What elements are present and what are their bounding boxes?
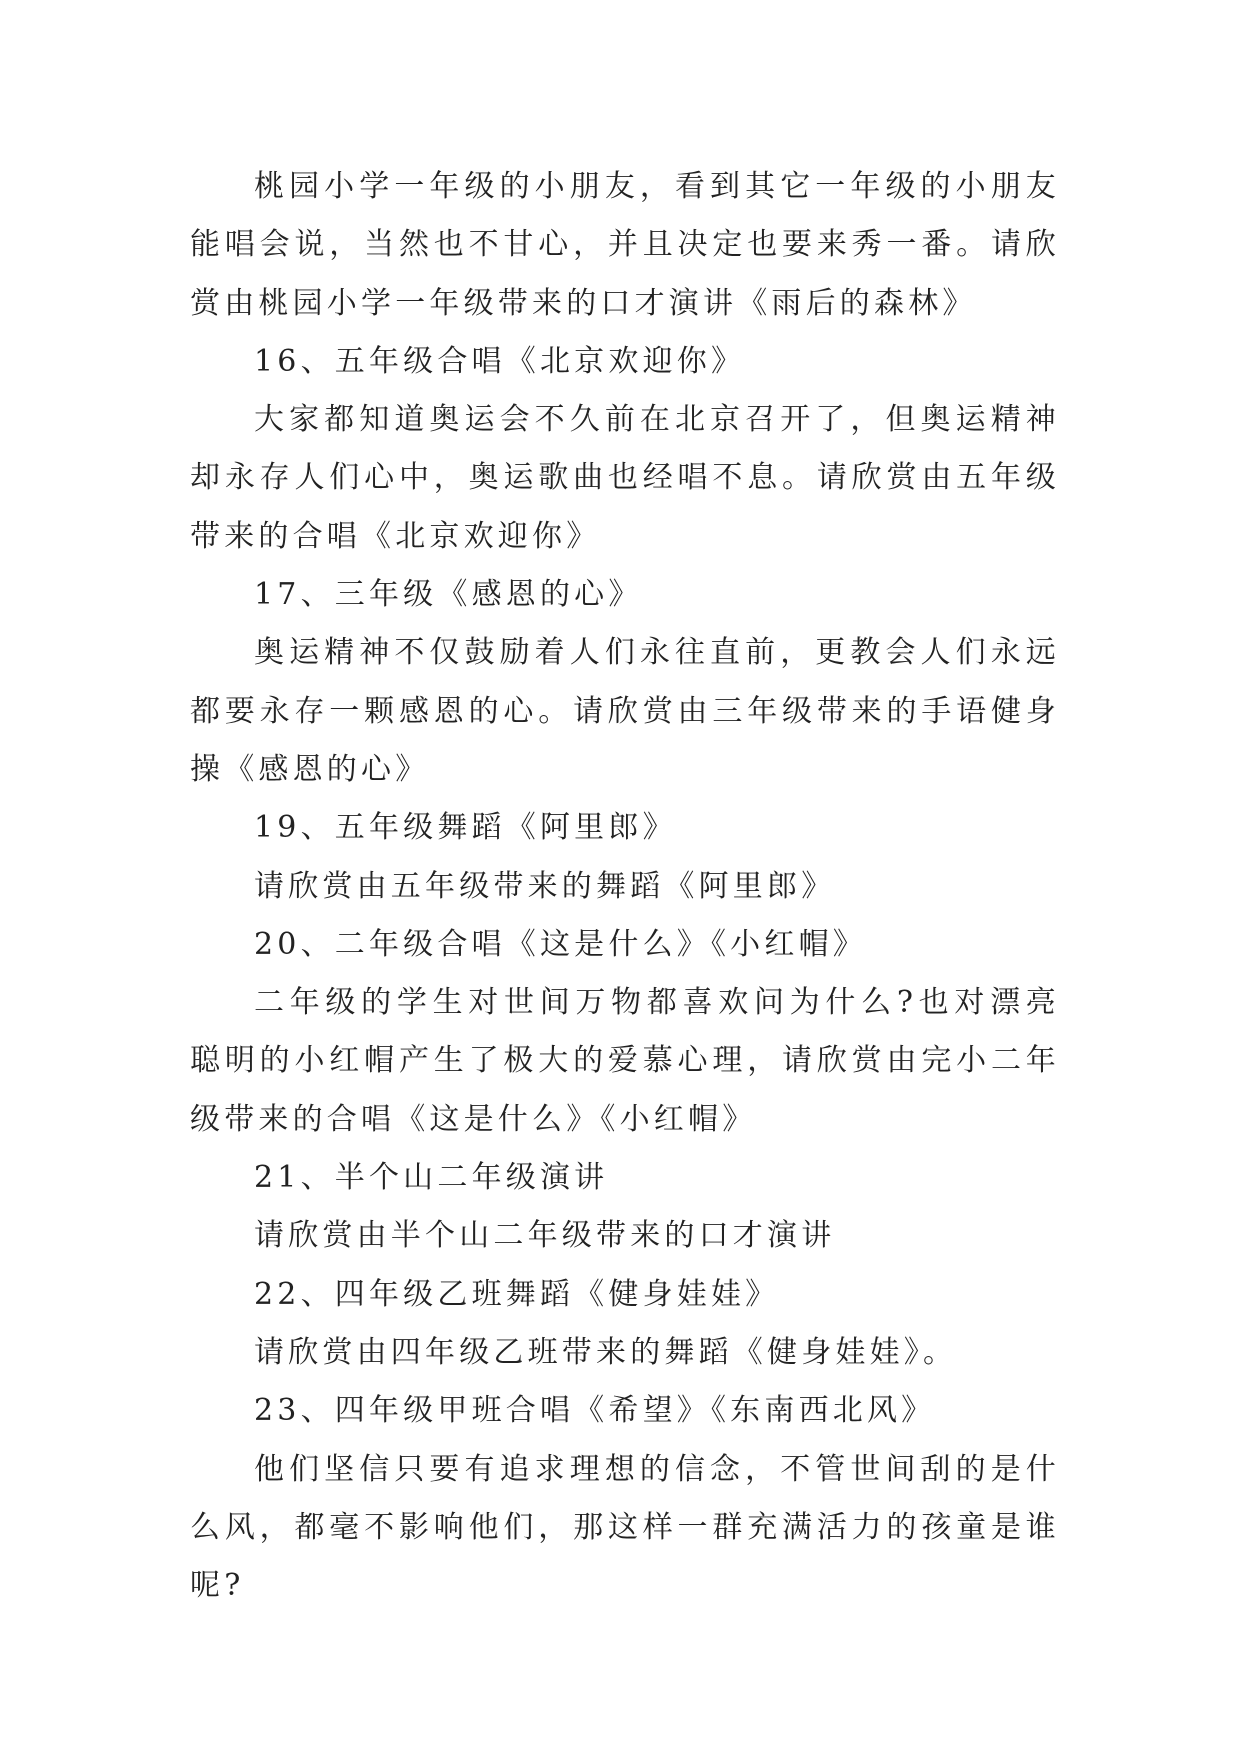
document-body [190, 158, 1060, 1615]
paragraph-program-16: 大家都知道奥运会不久前在北京召开了，但奥运精神却永存人们心中，奥运歌曲也经唱不息。请欣赏由五年级带来的合唱《北京欢迎你》 [190, 402, 1060, 554]
program-item-23: 23、四年级甲班合唱《希望》《东南西北风》 [254, 1393, 936, 1429]
program-item-22: 22、四年级乙班舞蹈《健身娃娃》 [254, 1276, 780, 1312]
program-item-20: 20、二年级合唱《这是什么》《小红帽》 [254, 926, 867, 962]
program-item-21: 21、半个山二年级演讲 [254, 1160, 609, 1196]
paragraph-program-22: 请欣赏由四年级乙班带来的舞蹈《健身娃娃》。 [254, 1334, 958, 1370]
program-item-19: 19、五年级舞蹈《阿里郎》 [254, 810, 677, 846]
paragraph-program-19: 请欣赏由五年级带来的舞蹈《阿里郎》 [254, 868, 836, 904]
program-item-17: 17、三年级《感恩的心》 [254, 577, 643, 613]
paragraph-program-21: 请欣赏由半个山二年级带来的口才演讲 [254, 1218, 836, 1254]
program-item-16: 16、五年级合唱《北京欢迎你》 [254, 343, 746, 379]
paragraph-program-20: 二年级的学生对世间万物都喜欢问为什么?也对漂亮聪明的小红帽产生了极大的爱慕心理，请欣赏由完小二年级带来的合唱《这是什么》《小红帽》 [190, 985, 1060, 1137]
paragraph-program-17: 奥运精神不仅鼓励着人们永往直前，更教会人们永远都要永存一颗感恩的心。请欣赏由三年级带来的手语健身操《感恩的心》 [190, 635, 1060, 787]
paragraph-program-23: 他们坚信只要有追求理想的信念，不管世间刮的是什么风，都毫不影响他们，那这样一群充满活力的孩童是谁呢? [190, 1451, 1060, 1604]
paragraph-taoyuan-intro: 桃园小学一年级的小朋友，看到其它一年级的小朋友能唱会说，当然也不甘心，并且决定也要来秀一番。请欣赏由桃园小学一年级带来的口才演讲《雨后的森林》 [190, 169, 1060, 321]
